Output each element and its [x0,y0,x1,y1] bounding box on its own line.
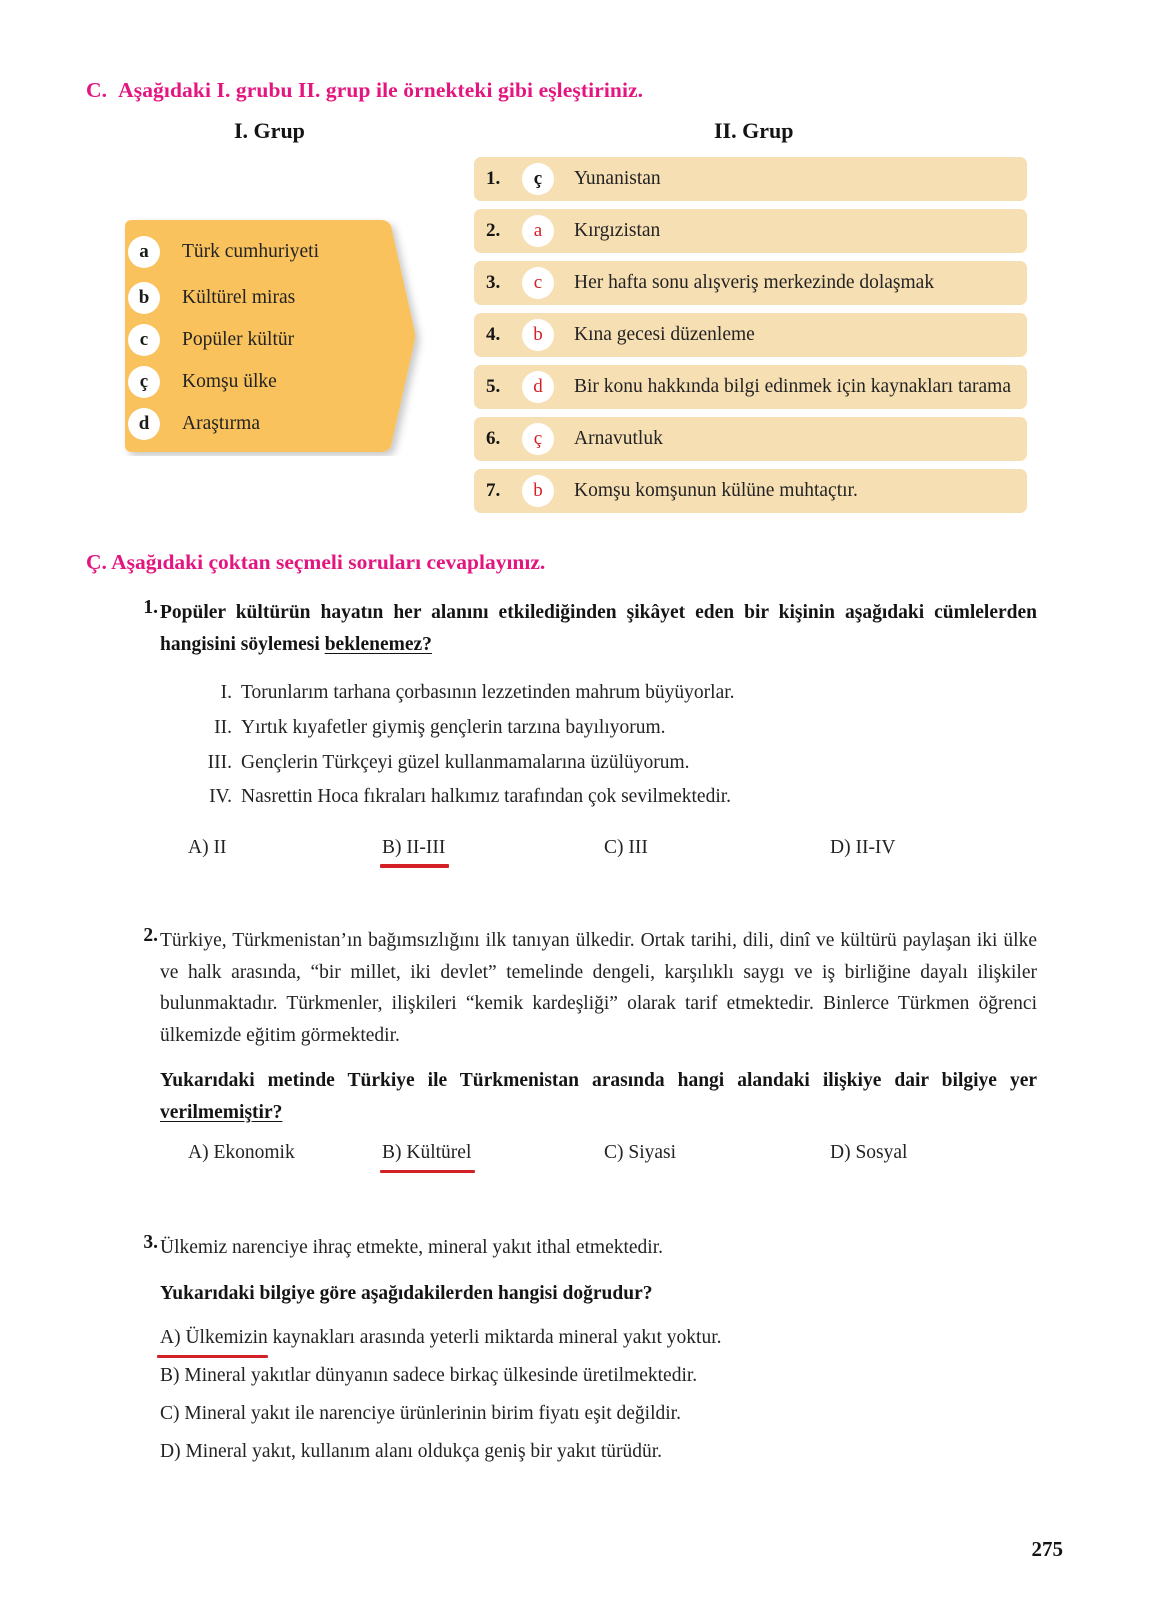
question-3-option-d-prefix: D) Mineral [160,1441,248,1463]
group-2-row-number: 7. [486,480,501,501]
roman-item-text: Nasrettin Hoca fıkraları halkımız tarafından çok sevilmektedir. [241,786,732,808]
question-1-option-c[interactable]: C) III [604,836,648,858]
section-cc-heading [86,550,545,575]
group-1-item-key: a [128,236,160,268]
question-3 [132,1232,1037,1471]
group-1-item-key: b [128,282,160,314]
group-1-item-key: c [128,324,160,356]
question-2-number: 2. [143,925,158,946]
group-2-item-list [474,157,1027,521]
group-2-row [474,469,1027,513]
question-2-lead-text: Yukarıdaki metinde Türkiye ile Türkmenistan arasında hangi alandaki ilişkiye dair bilgiye yer [160,1070,1037,1092]
question-1-option-a[interactable]: A) II [188,836,227,858]
group-2-answer-slot[interactable]: b [522,319,554,351]
roman-item [186,676,1037,711]
group-2-row-number: 3. [486,272,501,293]
question-3-options [160,1319,1037,1471]
question-1-stem-emphasis: beklenemez? [324,633,432,655]
group-1-item-key: ç [128,366,160,398]
question-3-option-b[interactable] [160,1357,697,1395]
question-1-stem [160,597,1037,660]
question-3-option-a-prefix: A) Ülkemizin [160,1319,268,1357]
group-1-item [128,362,277,402]
roman-item-key: I. [220,682,232,704]
question-3-option-c[interactable] [160,1395,681,1433]
group-2-answer-slot[interactable]: d [522,371,554,403]
group-1-item-label: Araştırma [182,413,260,434]
group-1-item [128,320,294,360]
question-3-option-d-rest: yakıt, kullanım alanı oldukça geniş bir yakıt türüdür. [247,1441,663,1463]
question-3-option-d[interactable] [160,1433,662,1471]
question-3-option-a[interactable] [160,1319,722,1357]
question-1-option-b[interactable]: B) II-III [382,837,445,863]
section-c-label: C. [86,78,108,102]
question-3-number: 3. [143,1232,158,1253]
group-2-row-number: 6. [486,428,501,449]
question-2-paragraph: Türkiye, Türkmenistan’ın bağımsızlığını ilk tanıyan ülkedir. Ortak tarihi, dili, dinî ve kültürü paylaşan iki ülke ve halk arasında, “bir millet, iki devlet” temelinde dengeli, karşılıklı saygı ve iş birliğine dayalı ilişkiler bulunmaktadır. Türkmenler, ilişkileri “kemik kardeşliği” olarak tarif etmektedir. Binlerce Türkmen öğrenci ülkemizde eğitim görmektedir. [160,930,1037,1046]
question-1-options [160,837,1037,875]
group-2-row-number: 4. [486,324,501,345]
group-2-row-text: Komşu komşunun külüne muhtaçtır. [574,480,858,501]
question-1 [132,597,1037,875]
section-cc-label: Ç. [86,550,107,574]
question-1-option-d[interactable]: D) II-IV [830,836,896,858]
roman-item-key: III. [207,751,232,773]
group-1-banner [118,216,428,456]
section-c-title: Aşağıdaki I. grubu II. grup ile örnekteki gibi eşleştiriniz. [118,78,644,102]
page-number: 275 [1031,1537,1063,1561]
question-1-roman-list [186,676,1037,815]
group-2-title: II. Grup [714,118,794,143]
question-2-option-b[interactable]: B) Kültürel [382,1142,471,1168]
section-cc-title: Aşağıdaki çoktan seçmeli soruları cevaplayınız. [111,550,546,574]
group-2-row [474,313,1027,357]
question-2-lead [160,1065,1037,1128]
group-1-item-label: Türk cumhuriyeti [182,241,320,262]
question-3-option-b-rest: yakıtlar dünyanın sadece birkaç ülkesinde üretilmektedir. [246,1365,698,1387]
question-3-lead: Yukarıdaki bilgiye göre aşağıdakilerden hangisi doğrudur? [160,1282,653,1304]
roman-item-text: Gençlerin Türkçeyi güzel kullanmamalarına üzülüyorum. [241,751,690,773]
group-2-row-text: Yunanistan [574,168,661,189]
question-3-option-c-prefix: C) Mineral [160,1403,247,1425]
question-2-options [160,1142,1037,1180]
roman-item [186,746,1037,781]
group-2-row-text: Bir konu hakkında bilgi edinmek için kaynakları tarama [574,376,1011,397]
roman-item [186,780,1037,815]
group-2-row [474,365,1027,409]
question-2-option-a[interactable]: A) Ekonomik [188,1142,295,1164]
group-1-item [128,278,295,318]
group-1-item [128,232,319,272]
roman-item-text: Yırtık kıyafetler giymiş gençlerin tarzına bayılıyorum. [241,716,666,738]
group-2-row-number: 2. [486,220,501,241]
group-1-item-label: Popüler kültür [182,329,295,350]
section-c-heading [86,78,643,103]
question-1-number: 1. [143,597,158,618]
group-1-item-label: Komşu ülke [182,371,277,392]
question-3-paragraph: Ülkemiz narenciye ihraç etmekte, mineral yakıt ithal etmektedir. [160,1237,664,1258]
group-1-item-key: d [128,408,160,440]
group-2-answer-slot[interactable]: ç [522,423,554,455]
group-1-item-list [118,216,428,456]
group-2-row [474,157,1027,201]
group-2-row [474,261,1027,305]
group-2-row [474,209,1027,253]
roman-item [186,711,1037,746]
question-3-option-c-rest: yakıt ile narenciye ürünlerinin birim fiyatı eşit değildir. [246,1403,681,1425]
group-2-answer-slot[interactable]: a [522,215,554,247]
question-2-lead-emphasis: verilmemiştir? [160,1101,283,1123]
group-2-row-number: 5. [486,376,501,397]
question-3-option-a-rest: kaynakları arasında yeterli miktarda mineral yakıt yoktur. [267,1327,722,1349]
group-2-answer-slot[interactable]: b [522,475,554,507]
group-2-row-text: Kırgızistan [574,220,661,241]
roman-item-text: Torunlarım tarhana çorbasının lezzetinden mahrum büyüyorlar. [241,682,735,704]
group-2-row-text: Kına gecesi düzenleme [574,324,755,345]
question-1-stem-text: Popüler kültürün hayatın her alanını etkilediğinden şikâyet eden bir kişinin aşağıdaki cümlelerden hangisini söylemesi [160,602,1037,655]
question-2 [132,925,1037,1180]
question-3-option-b-prefix: B) Mineral [160,1365,247,1387]
group-2-row-text: Her hafta sonu alışveriş merkezinde dolaşmak [574,272,935,293]
roman-item-key: II. [214,716,232,738]
question-2-option-c[interactable]: C) Siyasi [604,1142,677,1164]
group-2-row [474,417,1027,461]
group-2-answer-slot[interactable]: ç [522,163,554,195]
group-1-item-label: Kültürel miras [182,287,296,308]
group-2-answer-slot[interactable]: c [522,267,554,299]
group-2-row-text: Arnavutluk [574,428,663,449]
question-2-option-d[interactable]: D) Sosyal [830,1142,908,1164]
roman-item-key: IV. [209,786,232,808]
group-1-item [128,404,260,444]
group-1-title: I. Grup [234,118,305,143]
group-2-row-number: 1. [486,168,501,189]
